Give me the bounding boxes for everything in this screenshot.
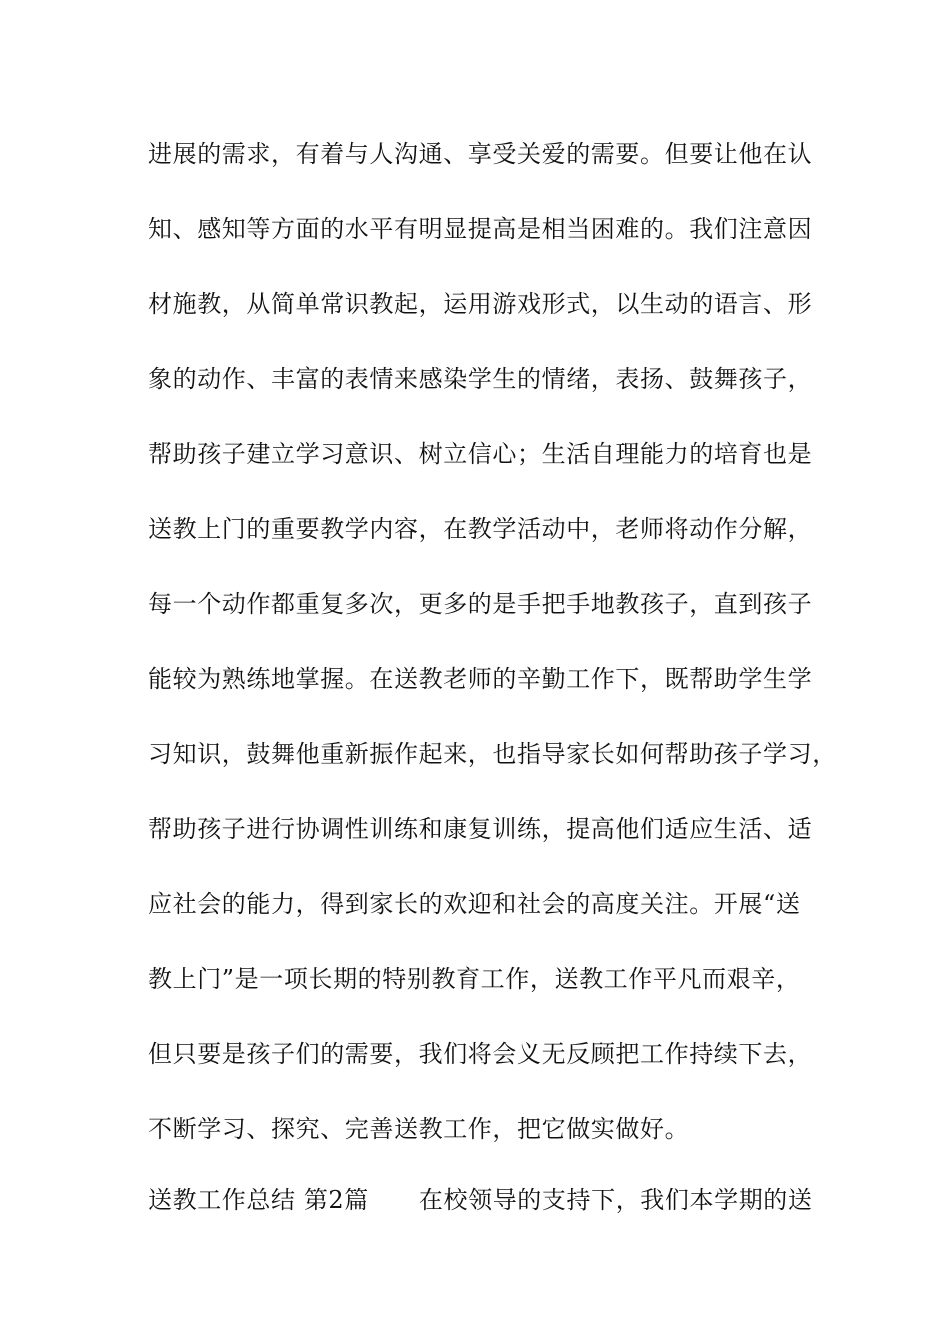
text-line: 教上门”是一项长期的特别教育工作，送教工作平凡而艰辛， bbox=[148, 965, 801, 993]
text-line: 习知识，鼓舞他重新振作起来，也指导家长如何帮助孩子学习， bbox=[148, 740, 837, 768]
text-line: 知、感知等方面的水平有明显提高是相当困难的。我们注意因 bbox=[148, 215, 813, 243]
text-line: 帮助孩子进行协调性训练和康复训练，提高他们适应生活、适 bbox=[148, 815, 813, 843]
text-line: 进展的需求，有着与人沟通、享受关爱的需要。但要让他在认 bbox=[148, 140, 813, 168]
section-heading-line bbox=[148, 1180, 828, 1220]
section-start-text: 在校领导的支持下，我们本学期的送 bbox=[418, 1186, 813, 1214]
text-line: 但只要是孩子们的需要，我们将会义无反顾把工作持续下去， bbox=[148, 1040, 813, 1068]
section-heading: 送教工作总结 第2篇 bbox=[148, 1186, 369, 1214]
text-line: 应社会的能力，得到家长的欢迎和社会的高度关注。开展“送 bbox=[148, 890, 801, 918]
text-line: 帮助孩子建立学习意识、树立信心；生活自理能力的培育也是 bbox=[148, 440, 813, 468]
text-line: 材施教，从简单常识教起，运用游戏形式，以生动的语言、形 bbox=[148, 290, 813, 318]
text-line: 象的动作、丰富的表情来感染学生的情绪，表扬、鼓舞孩子， bbox=[148, 365, 813, 393]
text-line: 不断学习、探究、完善送教工作，把它做实做好。 bbox=[148, 1115, 690, 1143]
text-line: 送教上门的重要教学内容，在教学活动中，老师将动作分解， bbox=[148, 515, 813, 543]
text-line: 每一个动作都重复多次，更多的是手把手地教孩子，直到孩子 bbox=[148, 590, 813, 618]
body-paragraph bbox=[148, 134, 837, 1184]
text-line: 能较为熟练地掌握。在送教老师的辛勤工作下，既帮助学生学 bbox=[148, 665, 813, 693]
